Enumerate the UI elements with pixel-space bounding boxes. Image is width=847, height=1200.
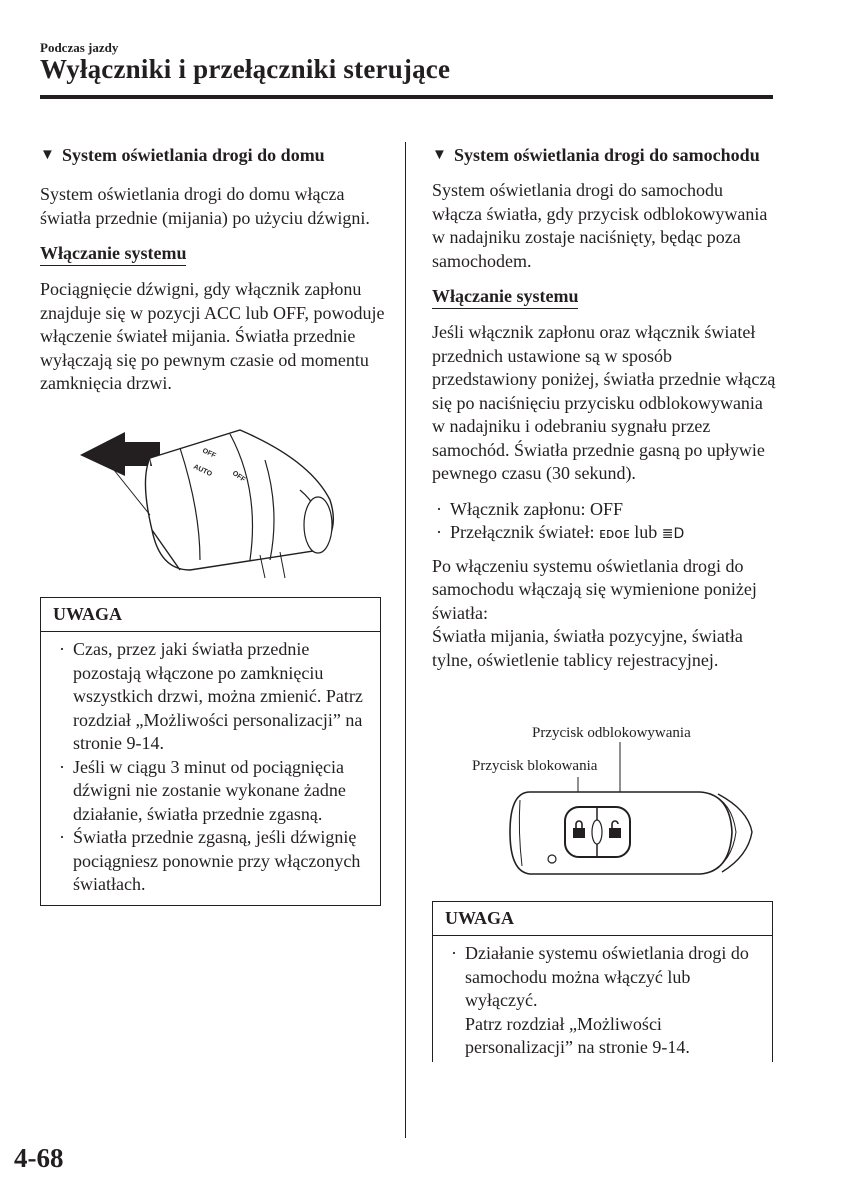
right-note-item-text: Działanie systemu oświetlania drogi do samochodu można włączyć lub wyłączyć. bbox=[465, 943, 749, 1010]
left-note-title: UWAGA bbox=[41, 598, 380, 632]
page-title: Wyłączniki i przełączniki sterujące bbox=[40, 54, 451, 84]
left-note-list bbox=[55, 638, 370, 897]
left-heading-text: System oświetlania drogi do domu bbox=[62, 145, 325, 165]
left-note-item bbox=[55, 756, 370, 827]
left-subhead: Włączanie systemu bbox=[40, 242, 186, 266]
left-note-item-text: Jeśli w ciągu 3 minut od pociągnięcia dźwigni nie zostanie wykonane żadne działanie, światła przednie zgasną. bbox=[73, 756, 346, 824]
left-intro: System oświetlania drogi do domu włącza światła przednie (mijania) po użyciu dźwigni. bbox=[40, 184, 370, 228]
unlock-button-label: Przycisk odblokowywania bbox=[532, 725, 691, 741]
left-note-body bbox=[41, 632, 380, 905]
headlight-lever-illustration bbox=[80, 420, 350, 580]
light-switch-label: Przełącznik świateł: bbox=[450, 522, 595, 542]
right-after: Po włączeniu systemu oświetlania drogi do samochodu włączają się wymienione poniżej światła: bbox=[432, 555, 757, 623]
lever-mark-auto: AUTO bbox=[192, 463, 213, 479]
bullet-dot-icon: · bbox=[59, 827, 65, 847]
right-note-box bbox=[432, 901, 773, 1062]
right-heading bbox=[432, 143, 777, 167]
right-intro: System oświetlania drogi do samochodu włącza światła, gdy przycisk odblokowywania w nadajniku zostaje naciśnięty, będąc poza samochodem. bbox=[432, 180, 768, 271]
page-number: 4-68 bbox=[14, 1143, 64, 1173]
light-switch-or: lub bbox=[634, 522, 658, 542]
left-heading bbox=[40, 143, 385, 167]
bullet-dot-icon: · bbox=[436, 522, 442, 542]
right-column bbox=[432, 143, 777, 684]
condition-light-switch bbox=[432, 521, 777, 547]
lock-button-label: Przycisk blokowania bbox=[472, 758, 598, 774]
bullet-dot-icon: · bbox=[451, 943, 457, 963]
key-fob-illustration bbox=[470, 722, 760, 892]
right-heading-text: System oświetlania drogi do samochodu bbox=[454, 145, 760, 165]
section-label: Podczas jazdy bbox=[40, 40, 119, 55]
parking-light-symbol-icon: ᴇᴅᴏᴇ bbox=[598, 526, 630, 542]
bullet-dot-icon: · bbox=[59, 639, 65, 659]
lever-mark-off-1: OFF bbox=[201, 447, 217, 460]
lever-mark-off-2: OFF bbox=[230, 469, 247, 484]
bullet-dot-icon: · bbox=[59, 756, 65, 777]
bullet-dot-icon: · bbox=[436, 498, 442, 519]
right-conditions-list bbox=[432, 498, 777, 547]
right-note-title: UWAGA bbox=[433, 902, 772, 936]
right-note-list bbox=[447, 942, 762, 1060]
right-after-lights: Światła mijania, światła pozycyjne, światła tylne, oświetlenie tablicy rejestracyjnej. bbox=[432, 626, 743, 670]
right-note-body bbox=[433, 936, 772, 1068]
title-rule bbox=[40, 95, 773, 99]
right-note-item bbox=[447, 942, 762, 1060]
triangle-marker-icon: ▼ bbox=[432, 147, 447, 163]
right-subhead: Włączanie systemu bbox=[432, 285, 578, 309]
headlight-symbol-icon: ≣D bbox=[661, 526, 685, 542]
left-note-box bbox=[40, 597, 381, 906]
left-body: Pociągnięcie dźwigni, gdy włącznik zapłonu znajduje się w pozycji ACC lub OFF, powoduje włączenie świateł mijania. Światła przednie wyłączają się po pewnym czasie od momentu zamknięcia drzwi. bbox=[40, 279, 385, 393]
right-note-item-ref: Patrz rozdział „Możliwości personalizacji” na stronie 9-14. bbox=[465, 1013, 690, 1057]
left-column bbox=[40, 143, 385, 408]
left-note-item-text: Czas, przez jaki światła przednie pozostają włączone po zamknięciu wszystkich drzwi, można zmienić. Patrz rozdział „Możliwości personalizacji” na stronie 9-14. bbox=[73, 639, 363, 753]
left-note-item bbox=[55, 638, 370, 756]
condition-ignition-text: Włącznik zapłonu: OFF bbox=[450, 498, 623, 519]
right-body: Jeśli włącznik zapłonu oraz włącznik świateł przednich ustawione są w sposób przedstawiony poniżej, światła przednie włączą się po naciśnięciu przycisku odblokowywania w nadajniku i odebraniu sygnału przez samochód. Światła przednie gasną po upływie pewnego czasu (30 sekund). bbox=[432, 322, 776, 483]
left-note-item-text: Światła przednie zgasną, jeśli dźwignię pociągniesz ponownie przy włączonych światłach. bbox=[73, 827, 361, 894]
condition-ignition bbox=[432, 498, 777, 522]
left-note-item bbox=[55, 826, 370, 897]
triangle-marker-icon: ▼ bbox=[40, 147, 55, 163]
column-divider bbox=[405, 142, 406, 1138]
